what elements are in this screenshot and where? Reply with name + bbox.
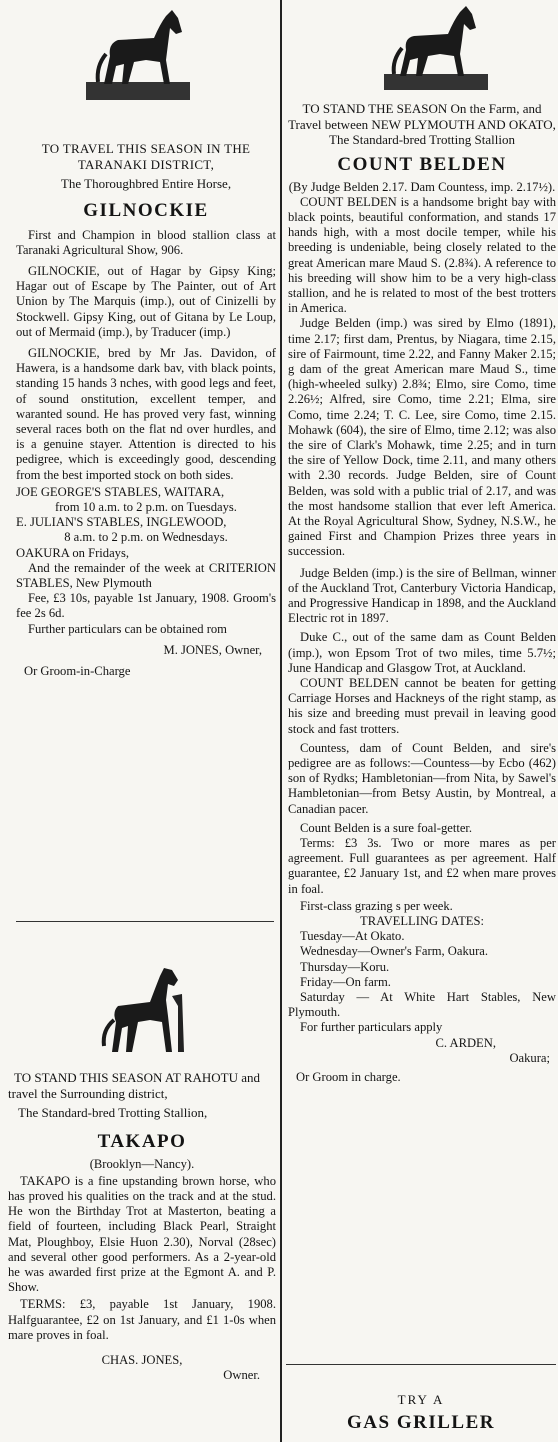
- further-text: Further particulars can be obtained rom: [28, 621, 227, 636]
- ad-paragraph: COUNT BELDEN cannot be beaten for getting Carriage Horses and Hackneys of the right stamp, as his size and breeding must prevail in leaving good stock and fast trotters.: [288, 676, 556, 736]
- dates-title: TRAVELLING DATES:: [360, 914, 484, 929]
- stallion-name: TAKAPO: [97, 1130, 187, 1152]
- ad-paragraph: GILNOCKIE, out of Hagar by Gipsy King; Hagar out of Escape by The Painter, out of Art Union by The Marquis (imp.), out of Cinizelli by Stockwell. Gipsy King, out of Gitana by Le Loup, out of Mermaid (imp.), by Traducer (imp.): [16, 263, 276, 339]
- ad-subheading: The Thoroughbred Entire Horse,: [60, 176, 232, 191]
- groom-text: Or Groom-in-Charge: [24, 663, 131, 678]
- terms-text: TERMS: £3, payable 1st January, 1908. Halfguarantee, £2 on 1st January, and £1 1-0s when mare proves in foal.: [8, 1297, 276, 1342]
- product-name: GAS GRILLER: [347, 1411, 495, 1433]
- stallion-pedigree: (Brooklyn—Nancy).: [89, 1156, 195, 1171]
- ad-divider: [286, 1364, 556, 1365]
- ad-paragraph: Countess, dam of Count Belden, and sire's pedigree are as follows:—Countess—by Ecbo (462) son of Rydks; Hambletonian—from Nita, by Sawel's Hambletonian—from Betsy Austin, by Montreal, a Canadian pacer.: [288, 740, 556, 816]
- horse-icon: [94, 956, 194, 1056]
- owner-place: Oakura;: [509, 1050, 550, 1065]
- owner-name: CHAS. JONES,: [101, 1352, 183, 1367]
- terms-text: Terms: £3 3s. Two or more mares as per agreement. Full guarantees as per agreement. Half guarantee, £2 January 1st, and £2 when mare proves in foal.: [288, 836, 556, 896]
- ad-paragraph: And the remainder of the week at CRITERION STABLES, New Plymouth: [16, 560, 276, 590]
- stable-name: JOE GEORGE'S STABLES, WAITARA,: [16, 484, 225, 499]
- owner-name: C. ARDEN,: [435, 1035, 496, 1050]
- ad-paragraph: COUNT BELDEN is a handsome bright bay with black points, beautiful conformation, and stands 17 hands high, with a most docile temper, while his breeding is undeniable, being closely related to the great American mare Maud S. (2.8¾). A reference to his breeding will show him to be a very high-class stallion, and he is related to most of the best trotters in America.: [288, 194, 556, 316]
- stallion-name: COUNT BELDEN: [337, 153, 507, 175]
- ad-divider: [16, 921, 274, 922]
- travel-date: Saturday — At White Hart Stables, New Plymouth.: [288, 990, 556, 1020]
- owner-role: Owner.: [223, 1368, 260, 1383]
- stable-name: OAKURA on Fridays,: [16, 545, 129, 560]
- stallion-name: GILNOCKIE: [83, 199, 209, 221]
- column-divider: [280, 0, 282, 1442]
- ad-heading: TO TRAVEL THIS SEASON IN THE TARANAKI DISTRICT,: [41, 141, 251, 172]
- owner-name: M. JONES, Owner,: [163, 642, 262, 657]
- right-column: [286, 0, 558, 1442]
- ad-paragraph: TAKAPO is a fine upstanding brown horse, who has proved his qualities on the track and at the stud. He won the Birthday Trot at Masterton, beating a field of fourteen, including Black Pearl, Straight Mat, Ploughboy, Elsie Huon 2.30), Norval (28sec) and several other good performers. As a 2-year-old he was awarded first prize at the Egmont A. and P. Show.: [8, 1173, 276, 1295]
- stable-name: E. JULIAN'S STABLES, INGLEWOOD,: [16, 515, 227, 530]
- ad-paragraph: First and Champion in blood stallion class at Taranaki Agricultural Show, 906.: [16, 227, 276, 257]
- stallion-pedigree: (By Judge Belden 2.17. Dam Countess, imp. 2.17½).: [288, 179, 556, 194]
- left-column: [2, 0, 278, 1442]
- travel-date: Tuesday—At Okato.: [300, 929, 405, 944]
- horse-icon: [84, 4, 194, 104]
- stable-time: from 10 a.m. to 2 p.m. on Tuesdays.: [55, 499, 237, 514]
- fee-text: Fee, £3 10s, payable 1st January, 1908. Groom's fee 2s 6d.: [16, 591, 276, 621]
- ad-paragraph: Duke C., out of the same dam as Count Belden (imp.), won Epsom Trot of two miles, time 5.7½; June Handicap and Glasgow Trot, at Auckland.: [288, 630, 556, 675]
- ad-heading: TO STAND THE SEASON On the Farm, and Travel between NEW PLYMOUTH AND OKATO, The Standard-bred Trotting Stallion: [288, 101, 556, 147]
- grazing-text: First-class grazing s per week.: [300, 898, 453, 913]
- further-text: For further particulars apply: [300, 1020, 443, 1035]
- ad-paragraph: Judge Belden (imp.) was sired by Elmo (1891), time 2.17; first dam, Prentus, by Niagara, time 2.15, sire of Fairmount, time 2.22, and Fanny Maker 2.15; g dam of the great American mare Maud S., time (high-wheeled sulky) 2.8¾; Elmo, sire Como, time 2.26½; Alfred, sire Como, time 2.21; Elma, sire Como, time 2.24; T. C. Lee, sire Como, time 2.15. Mohawk (604), the sire of Elmo, time 2.12; was also the sire of Clark's Mohawk, time 2.25; and in turn the sire of Yellow Dock, time 2.11, and many others with 2.30 records. Judge Belden, sire of Count Belden, was sold with a public trial of 2.17, and was the most handsome stallion that ever left America. At the Royal Agricultural Show, Sydney, N.S.W., he gained First and Champion Prizes three years in succession.: [288, 316, 556, 559]
- ad-paragraph: GILNOCKIE, bred by Mr Jas. Davidon, of Hawera, is a handsome dark bav, vith black points, standing 15 hands 3 nches, with good legs and feet, of sound onstitution, excellent temper, and waranted sound. He has proved very fast, winning several races both on the flat nd over hurdles, and is a genuine stayer. Attention is directed to his pedigree, which is exceedingly good, descending from the best imported stock on both sides.: [16, 345, 276, 482]
- ad-subheading: The Standard-bred Trotting Stallion,: [18, 1105, 208, 1120]
- travel-date: Thursday—Koru.: [300, 959, 390, 974]
- ad-tagline: TRY A: [397, 1392, 445, 1407]
- stable-time: 8 a.m. to 2 p.m. on Wednesdays.: [64, 530, 228, 545]
- travel-date: Friday—On farm.: [300, 974, 391, 989]
- ad-heading: TO STAND THIS SEASON AT RAHOTU and travel the Surrounding district,: [8, 1070, 260, 1101]
- groom-text: Or Groom in charge.: [296, 1070, 401, 1085]
- travel-date: Wednesday—Owner's Farm, Oakura.: [300, 944, 489, 959]
- ad-paragraph: Count Belden is a sure foal-getter.: [300, 820, 473, 835]
- horse-icon: [382, 2, 492, 94]
- ad-paragraph: Judge Belden (imp.) is the sire of Bellman, winner of the Auckland Trot, Canterbury Victoria Handicap, and Progressive Handicap in 1898, and the Auckland Electric rot in 1897.: [288, 565, 556, 626]
